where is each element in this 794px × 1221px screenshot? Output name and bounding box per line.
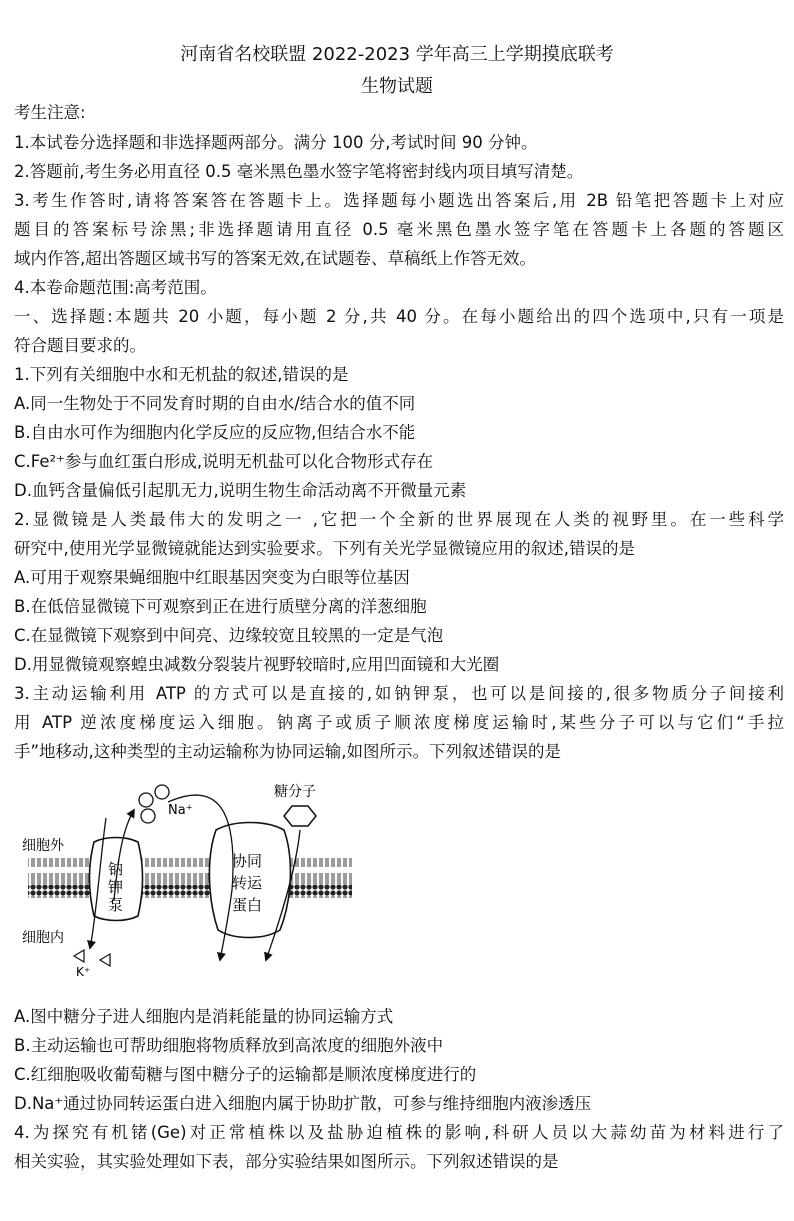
q1-option-c: C.Fe²⁺参与血红蛋白形成,说明无机盐可以化合物形式存在: [14, 452, 434, 471]
exam-subject: 生物试题: [361, 76, 433, 97]
notice-item-3-cont: 题目的答案标号涂黑;非选择题请用直径 0.5 毫米黑色墨水签字笔在答题卡上各题的答题区: [14, 220, 784, 239]
q1-option-d: D.血钙含量偏低引起肌无力,说明生物生命活动离不开微量元素: [14, 481, 467, 500]
sodium-ion: [139, 793, 153, 807]
label-pump-1: 钠: [108, 860, 124, 878]
label-pump-3: 泵: [108, 896, 124, 914]
lipid-bilayer-left: [28, 858, 92, 898]
q3-option-c: C.红细胞吸收葡萄糖与图中糖分子的运输都是顺浓度梯度进行的: [14, 1065, 477, 1084]
label-pump-2: 钾: [108, 878, 124, 896]
section-intro-cont: 符合题目要求的。: [14, 336, 146, 355]
membrane-transport-figure: [18, 770, 358, 980]
q3-option-a: A.图中糖分子进人细胞内是消耗能量的协同运输方式: [14, 1007, 394, 1026]
notice-item-1: 1.本试卷分选择题和非选择题两部分。满分 100 分,考试时间 90 分钟。: [14, 133, 538, 152]
sodium-ion: [155, 785, 169, 799]
q2-option-d: D.用显微镜观察蝗虫减数分裂装片视野较暗时,应用凹面镜和大光圈: [14, 655, 500, 674]
notice-item-4: 4.本卷命题范围:高考范围。: [14, 278, 217, 297]
label-na: Na⁺: [168, 803, 193, 818]
q4-stem: 4.为探究有机锗(Ge)对正常植株以及盐胁迫植株的影响,科研人员以大蒜幼苗为材料进行了: [14, 1123, 784, 1142]
q3-stem: 3.主动运输利用 ATP 的方式可以是直接的,如钠钾泵，也可以是间接的,很多物质分子间接利: [14, 684, 784, 703]
q2-option-b: B.在低倍显微镜下可观察到正在进行质壁分离的洋葱细胞: [14, 597, 427, 616]
q1-stem: 1.下列有关细胞中水和无机盐的叙述,错误的是: [14, 365, 349, 384]
label-sugar: 糖分子: [274, 784, 316, 800]
sugar-molecule-hexagon: [284, 806, 316, 826]
label-co-2: 转运: [232, 874, 263, 892]
label-co-3: 蛋白: [232, 896, 263, 914]
q2-stem-cont: 研究中,使用光学显微镜就能达到实验要求。下列有关光学显微镜应用的叙述,错误的是: [14, 539, 635, 558]
q3-stem-cont: 用 ATP 逆浓度梯度运入细胞。钠离子或质子顺浓度梯度运输时,某些分子可以与它们“手拉: [14, 713, 784, 732]
notice-item-2: 2.答题前,考生务必用直径 0.5 毫米黑色墨水签字笔将密封线内项目填写清楚。: [14, 162, 584, 181]
potassium-ion: [74, 950, 84, 962]
sodium-ion: [141, 809, 155, 823]
notice-heading: 考生注意:: [14, 103, 86, 122]
q4-stem-cont: 相关实验，其实验处理如下表，部分实验结果如图所示。下列叙述错误的是: [14, 1152, 559, 1171]
q3-option-d: D.Na⁺通过协同转运蛋白进入细胞内属于协助扩散，可参与维持细胞内液渗透压: [14, 1094, 592, 1113]
exam-title: 河南省名校联盟 2022-2023 学年高三上学期摸底联考: [180, 44, 614, 65]
section-intro: 一、选择题:本题共 20 小题，每小题 2 分,共 40 分。在每小题给出的四个选项中,只有一项是: [14, 307, 784, 326]
lipid-bilayer-middle: [138, 858, 216, 898]
potassium-ion: [100, 954, 110, 966]
notice-item-3: 3.考生作答时,请将答案答在答题卡上。选择题每小题选出答案后,用 2B 铅笔把答题卡上对应: [14, 191, 784, 210]
q1-option-b: B.自由水可作为细胞内化学反应的反应物,但结合水不能: [14, 423, 416, 442]
notice-item-3-end: 域内作答,超出答题区域书写的答案无效,在试题卷、草稿纸上作答无效。: [14, 249, 536, 268]
q1-option-a: A.同一生物处于不同发育时期的自由水/结合水的值不同: [14, 394, 416, 413]
q2-option-a: A.可用于观察果蝇细胞中红眼基因突变为白眼等位基因: [14, 568, 410, 587]
label-k: K⁺: [76, 965, 91, 979]
q2-option-c: C.在显微镜下观察到中间亮、边缘较宽且较黑的一定是气泡: [14, 626, 444, 645]
q2-stem: 2.显微镜是人类最伟大的发明之一 ,它把一个全新的世界展现在人类的视野里。在一些科学: [14, 510, 784, 529]
q3-option-b: B.主动运输也可帮助细胞将物质释放到高浓度的细胞外液中: [14, 1036, 444, 1055]
label-outside: 细胞外: [22, 838, 64, 854]
label-inside: 细胞内: [22, 930, 64, 946]
q3-stem-end: 手”地移动,这种类型的主动运输称为协同运输,如图所示。下列叙述错误的是: [14, 742, 562, 761]
lipid-bilayer-right: [288, 858, 352, 898]
label-co-1: 协同: [232, 852, 263, 870]
